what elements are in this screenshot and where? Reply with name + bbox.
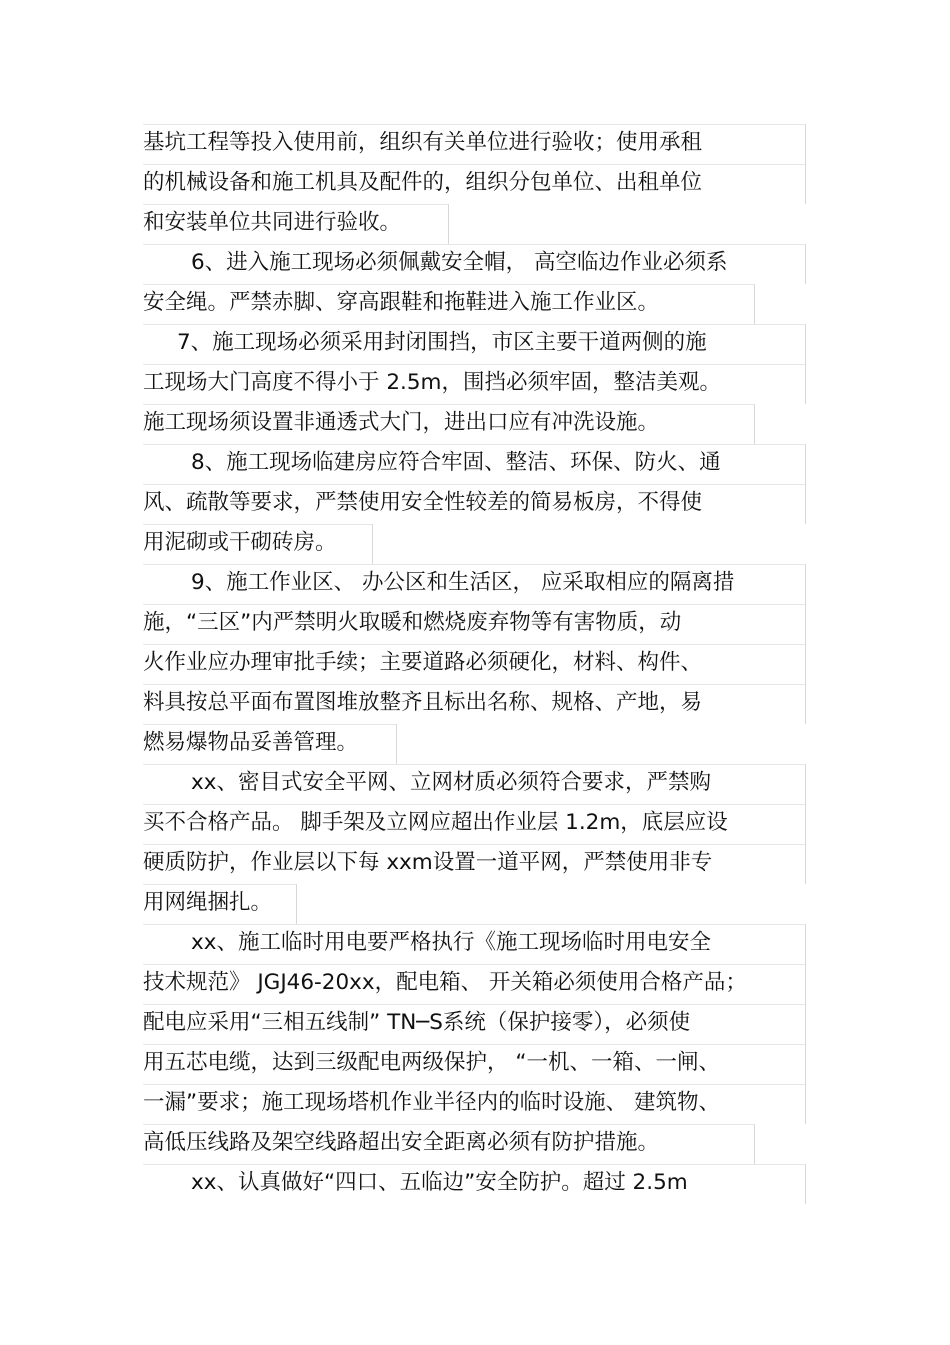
text-line: 6、进入施工现场必须佩戴安全帽， 高空临边作业必须系 bbox=[143, 244, 806, 284]
text-line: 硬质防护，作业层以下每 xxm设置一道平网，严禁使用非专 bbox=[143, 844, 806, 884]
text-line: xx、认真做好“四口、五临边”安全防护。超过 2.5m bbox=[143, 1164, 806, 1204]
text-line: xx、密目式安全平网、立网材质必须符合要求，严禁购 bbox=[143, 764, 806, 804]
text-line: 用五芯电缆，达到三级配电两级保护， “一机、一箱、一闸、 bbox=[143, 1044, 806, 1084]
text-line: 配电应采用“三相五线制” TN─S系统（保护接零），必须使 bbox=[143, 1004, 806, 1044]
text-line: 工现场大门高度不得小于 2.5m，围挡必须牢固，整洁美观。 bbox=[143, 364, 806, 404]
text-line: 火作业应办理审批手续；主要道路必须硬化，材料、构件、 bbox=[143, 644, 806, 684]
text-line: 基坑工程等投入使用前，组织有关单位进行验收；使用承租 bbox=[143, 124, 806, 164]
text-line: 的机械设备和施工机具及配件的，组织分包单位、出租单位 bbox=[143, 164, 806, 204]
text-line: 施，“三区”内严禁明火取暖和燃烧废弃物等有害物质，动 bbox=[143, 604, 806, 644]
text-line: 安全绳。严禁赤脚、穿高跟鞋和拖鞋进入施工作业区。 bbox=[143, 284, 755, 324]
text-line: 一漏”要求；施工现场塔机作业半径内的临时设施、 建筑物、 bbox=[143, 1084, 806, 1124]
text-line: 高低压线路及架空线路超出安全距离必须有防护措施。 bbox=[143, 1124, 755, 1164]
text-line: 施工现场须设置非通透式大门，进出口应有冲洗设施。 bbox=[143, 404, 755, 444]
text-line: 7、施工现场必须采用封闭围挡，市区主要干道两侧的施 bbox=[143, 324, 806, 364]
text-line: 技术规范》 JGJ46-20xx，配电箱、 开关箱必须使用合格产品； bbox=[143, 964, 806, 1004]
text-line: 买不合格产品。 脚手架及立网应超出作业层 1.2m，底层应设 bbox=[143, 804, 806, 844]
text-line: 8、施工现场临建房应符合牢固、整洁、环保、防火、通 bbox=[143, 444, 806, 484]
text-line: 和安装单位共同进行验收。 bbox=[143, 204, 449, 244]
text-line: 燃易爆物品妥善管理。 bbox=[143, 724, 397, 764]
text-line: 风、疏散等要求，严禁使用安全性较差的简易板房，不得使 bbox=[143, 484, 806, 524]
text-line: 料具按总平面布置图堆放整齐且标出名称、规格、产地，易 bbox=[143, 684, 806, 724]
text-line: 9、施工作业区、 办公区和生活区， 应采取相应的隔离措 bbox=[143, 564, 806, 604]
text-line: 用网绳捆扎。 bbox=[143, 884, 297, 924]
text-line: 用泥砌或干砌砖房。 bbox=[143, 524, 373, 564]
text-line: xx、施工临时用电要严格执行《施工现场临时用电安全 bbox=[143, 924, 806, 964]
